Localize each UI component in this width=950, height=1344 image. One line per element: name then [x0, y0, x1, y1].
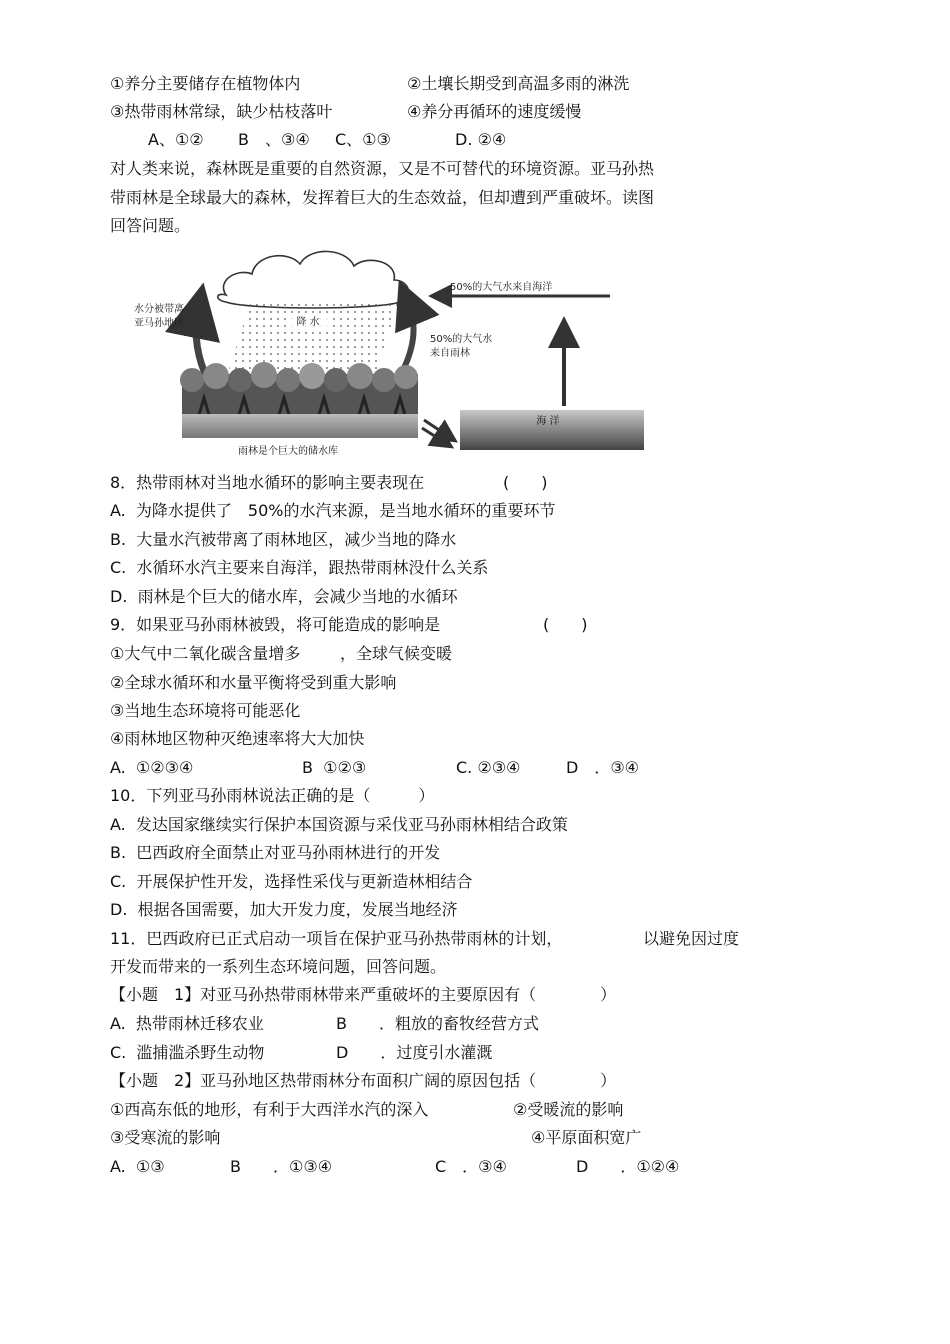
question-9-answer-blank: ( ) [543, 615, 588, 634]
water-cycle-diagram [134, 240, 650, 462]
subquestion-2-option-b: B ．①③④ [230, 1157, 333, 1176]
subquestion-2-statement-4: ④平原面积宽广 [531, 1128, 642, 1147]
question-9-statement-3: ③当地生态环境将可能恶化 [110, 701, 301, 720]
figure-caption: 雨林是个巨大的储水库 [238, 446, 338, 457]
subquestion-2-statement-3: ③受寒流的影响 [110, 1128, 221, 1147]
question-8-option-b: B. 大量水汽被带离了雨林地区，减少当地的降水 [110, 530, 457, 549]
question-11-stem-cont: 以避免因过度 [643, 929, 740, 948]
question-8-answer-blank: ( ) [503, 473, 548, 492]
question-9-option-c: C. ②③④ [456, 758, 521, 777]
question-9-statement-4: ④雨林地区物种灭绝速率将大大加快 [110, 729, 365, 748]
ocean-label: 海 洋 [536, 416, 560, 427]
subquestion-2-option-c: C ．③④ [435, 1157, 507, 1176]
question-9-statement-2: ②全球水循环和水量平衡将受到重大影响 [110, 673, 397, 692]
question-9-stem: 9．如果亚马孙雨林被毁，将可能造成的影响是 [110, 615, 441, 634]
subquestion-1-option-d: D ．过度引水灌溉 [336, 1043, 493, 1062]
option-statement-2: ②土壤长期受到高温多雨的淋洗 [407, 74, 630, 93]
passage-line: 回答问题。 [110, 216, 191, 235]
question-10-option-a: A. 发达国家继续实行保护本国资源与采伐亚马孙雨林相结合政策 [110, 815, 568, 834]
subquestion-1-option-b: B ．粗放的畜牧经营方式 [336, 1014, 539, 1033]
question-9-statement-1: ①大气中二氧化碳含量增多 [110, 644, 301, 663]
subquestion-2-stem: 【小题 2】亚马孙地区热带雨林分布面积广阔的原因包括（ ） [110, 1071, 617, 1090]
question-10-option-d: D. 根据各国需要，加大开发力度，发展当地经济 [110, 900, 458, 919]
question-8-stem: 8．热带雨林对当地水循环的影响主要表现在 [110, 473, 425, 492]
left-label-line2: 亚马孙地区 [134, 318, 184, 329]
runoff-arrow [424, 420, 448, 436]
middle-label-line2: 来自雨林 [430, 348, 470, 359]
passage-line: 带雨林是全球最大的森林，发挥着巨大的生态效益，但却遭到严重破坏。读图 [110, 188, 655, 207]
rainforest-water-cycle-figure [134, 240, 650, 462]
forest-evaporation-arrow [400, 302, 414, 376]
option-statement-4: ④养分再循环的速度缓慢 [407, 102, 582, 121]
subquestion-2-statement-2: ②受暖流的影响 [513, 1100, 624, 1119]
subquestion-1-option-a: A. 热带雨林迁移农业 [110, 1014, 264, 1033]
question-9-option-d: D ．③④ [566, 758, 640, 777]
question-8-option-d: D. 雨林是个巨大的储水库，会减少当地的水循环 [110, 587, 458, 606]
question-10-stem: 10．下列亚马孙雨林说法正确的是（ ） [110, 786, 435, 805]
answer-choice-b: B 、③④ [238, 130, 310, 149]
question-8-option-c: C. 水循环水汽主要来自海洋，跟热带雨林没什么关系 [110, 558, 489, 577]
question-9-statement-1-cont: ，全球气候变暖 [340, 644, 453, 663]
subquestion-1-stem: 【小题 1】对亚马孙热带雨林带来严重破坏的主要原因有（ ） [110, 985, 617, 1004]
left-label-line1: 水分被带离 [134, 304, 184, 315]
question-9-option-a: A. ①②③④ [110, 758, 194, 777]
answer-choice-a: A、①② [148, 130, 204, 149]
option-statement-3: ③热带雨林常绿，缺少枯枝落叶 [110, 102, 333, 121]
question-9-option-b: B ①②③ [302, 758, 367, 777]
subquestion-2-statement-1: ①西高东低的地形，有利于大西洋水汽的深入 [110, 1100, 429, 1119]
question-11-stem: 11．巴西政府已正式启动一项旨在保护亚马孙热带雨林的计划， [110, 929, 563, 948]
middle-label-line1: 50%的大气水 [430, 334, 493, 345]
question-11-stem-line2: 开发而带来的一系列生态环境问题，回答问题。 [110, 957, 447, 976]
subquestion-1-option-c: C. 滥捕滥杀野生动物 [110, 1043, 265, 1062]
answer-choice-c: C、①③ [335, 130, 391, 149]
question-10-option-b: B. 巴西政府全面禁止对亚马孙雨林进行的开发 [110, 843, 441, 862]
question-8-option-a: A. 为降水提供了 50%的水汽来源，是当地水循环的重要环节 [110, 501, 556, 520]
answer-choice-d: D. ②④ [455, 130, 507, 149]
top-right-label: 50%的大气水来自海洋 [450, 282, 553, 293]
subquestion-2-option-a: A. ①③ [110, 1157, 165, 1176]
cloud-shape [218, 251, 409, 308]
question-10-option-c: C. 开展保护性开发，选择性采伐与更新造林相结合 [110, 872, 473, 891]
option-statement-1: ①养分主要储存在植物体内 [110, 74, 301, 93]
subquestion-2-option-d: D ．①②④ [576, 1157, 680, 1176]
passage-line: 对人类来说，森林既是重要的自然资源，又是不可替代的环境资源。亚马孙热 [110, 159, 655, 178]
precipitation-label: 降 水 [296, 317, 320, 328]
